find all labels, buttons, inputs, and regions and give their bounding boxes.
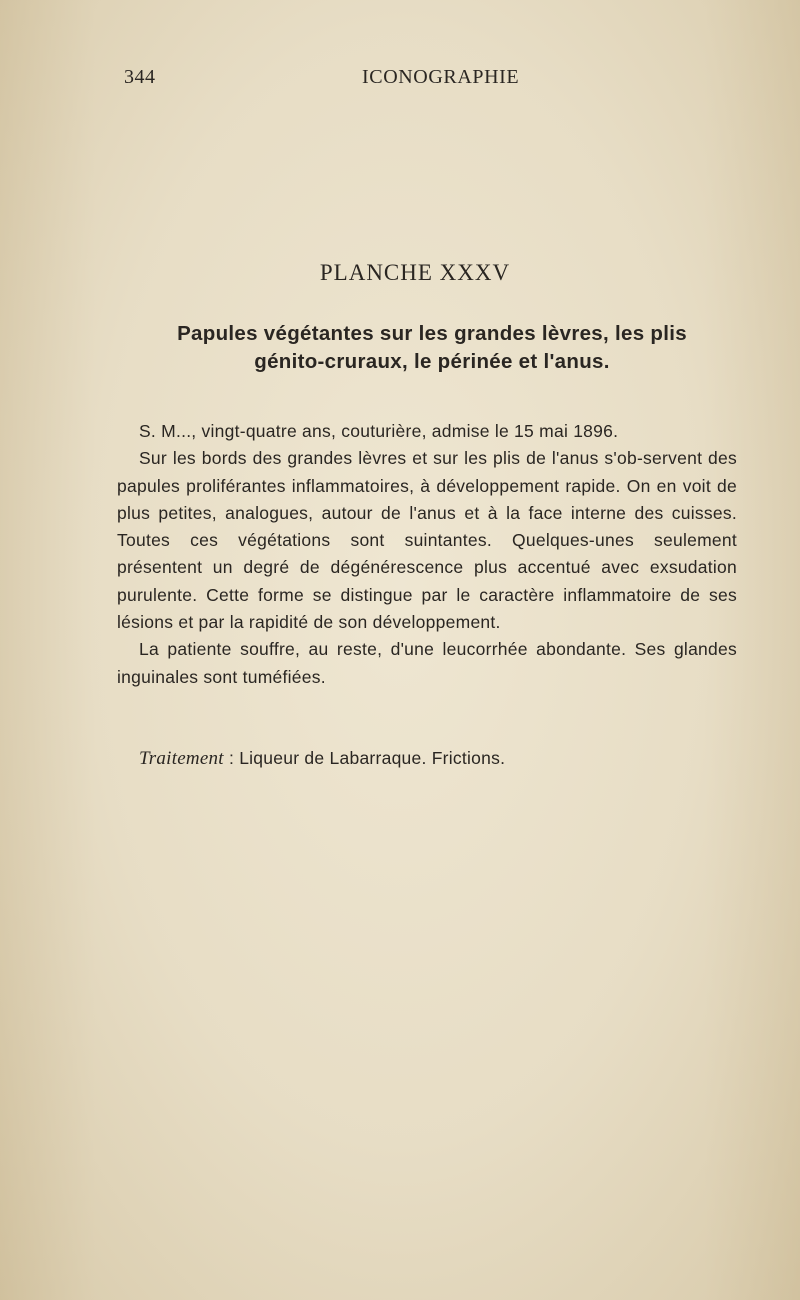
subtitle-line-2: génito-cruraux, le périnée et l'anus.: [254, 350, 610, 373]
plate-title: PLANCHE XXXV: [319, 260, 511, 285]
paragraph-symptoms: La patiente souffre, au reste, d'une leucorrhée abondante. Ses glandes inguinales sont tuméfiées.: [117, 639, 737, 687]
paragraph-patient: S. M..., vingt-quatre ans, couturière, admise le 15 mai 1896.: [139, 421, 619, 441]
treatment-line: [139, 748, 505, 770]
case-description: [117, 418, 737, 691]
running-title: ICONOGRAPHIE: [362, 66, 520, 88]
paragraph-lesions: Sur les bords des grandes lèvres et sur les plis de l'anus s'ob-servent des papules proliférantes inflammatoires, à développement rapide. On en voit de plus petites, analogues, autour de l'anus et à la face interne des cuisses. Toutes ces végétations sont suintantes. Quelques-unes seulement présentent un degré de dégénérescence plus accentué avec exsudation purulente. Cette forme se distingue par le caractère inflammatoire de ses lésions et par la rapidité de son développement.: [117, 448, 737, 633]
treatment-label: Traitement: [139, 748, 224, 769]
treatment-separator: :: [223, 748, 240, 768]
page-number: 344: [124, 66, 156, 88]
subtitle-line-1: Papules végétantes sur les grandes lèvres, les plis: [177, 322, 687, 345]
running-head: [0, 62, 800, 94]
plate-subtitle: [120, 320, 744, 376]
treatment-text: Liqueur de Labarraque. Frictions.: [239, 748, 506, 768]
